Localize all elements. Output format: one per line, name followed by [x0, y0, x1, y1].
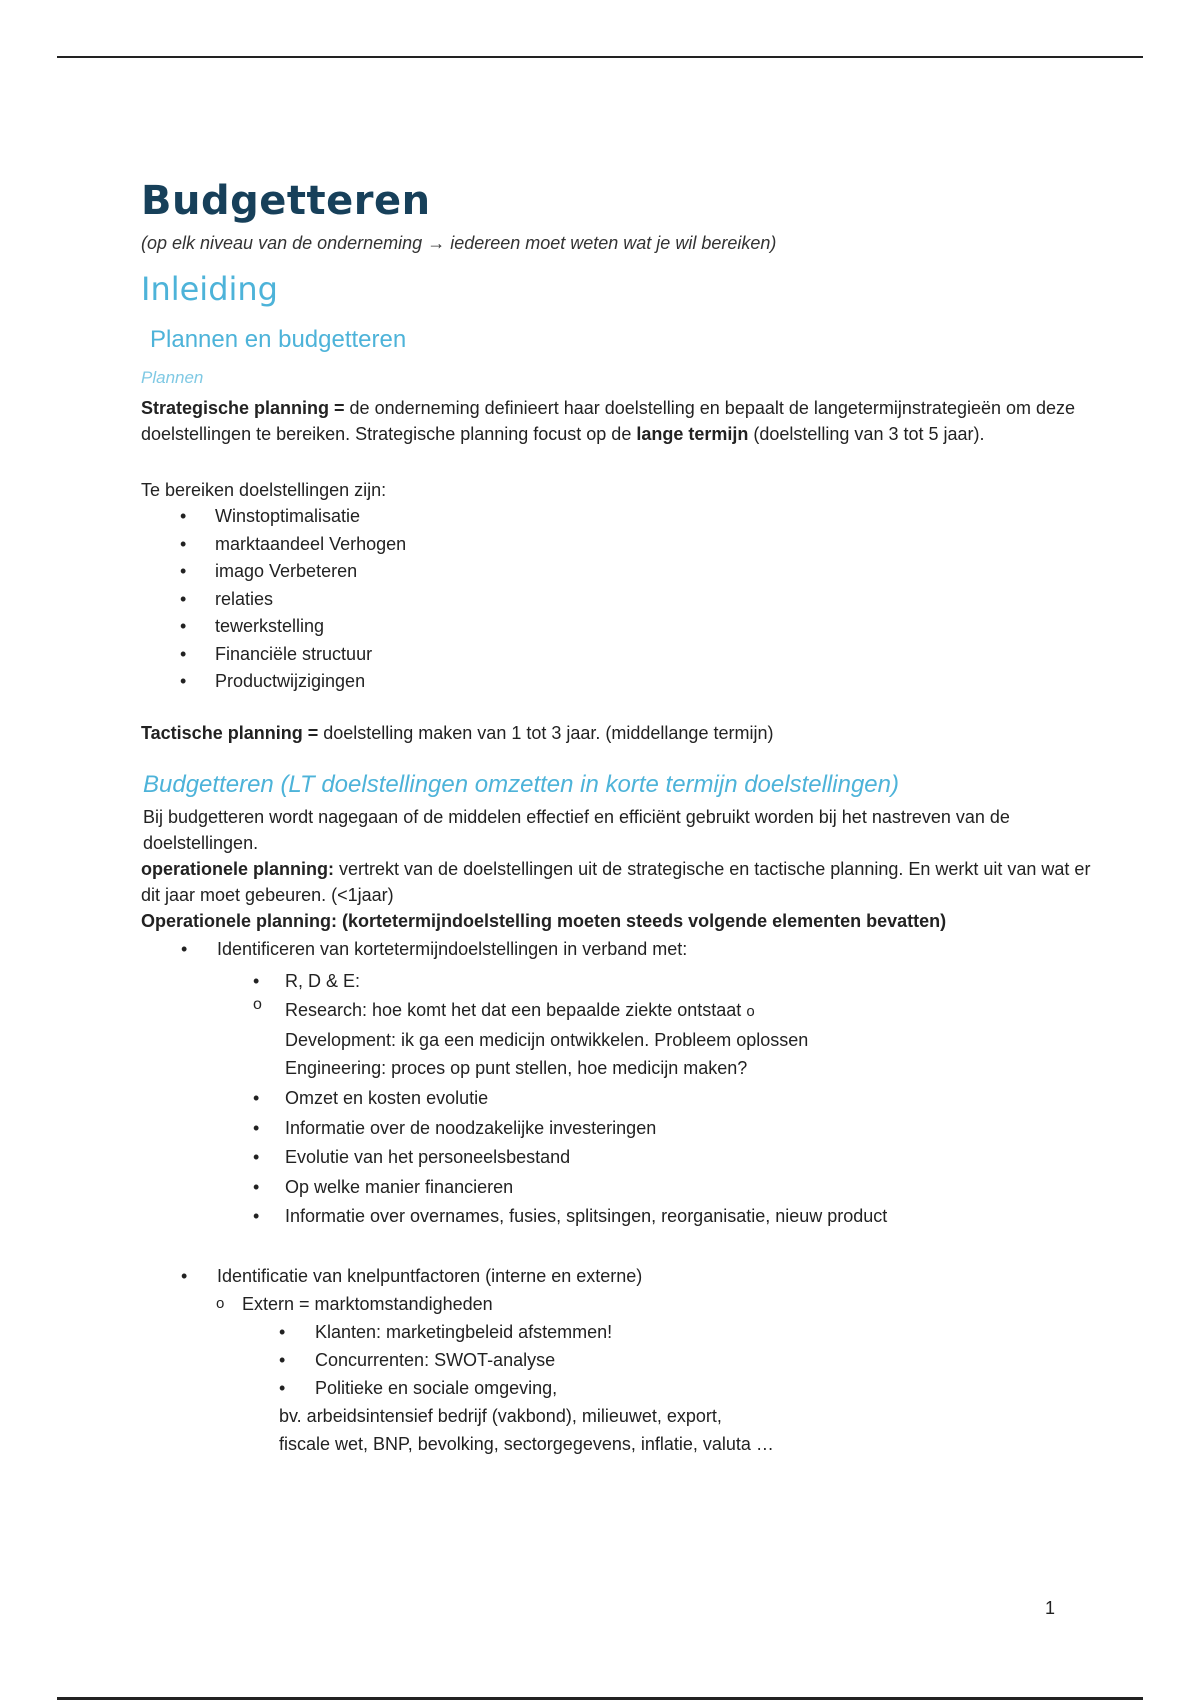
tactical-planning-label: Tactische planning = — [141, 722, 319, 743]
circle-bullet-icon: o — [746, 1003, 755, 1020]
extern-continuation-1: bv. arbeidsintensief bedrijf (vakbond), milieuwet, export, — [279, 1405, 722, 1426]
rde-engineering: Engineering: proces op punt stellen, hoe medicijn maken? — [285, 1058, 748, 1078]
list-item-extern: o Extern = marktomstandigheden — [141, 1290, 1091, 1318]
list-item: • Financiële structuur — [141, 641, 1091, 669]
goals-intro: Te bereiken doelstellingen zijn: — [141, 480, 387, 500]
document-body — [141, 175, 1091, 1458]
list-item: • Klanten: marketingbeleid afstemmen! — [141, 1318, 1091, 1346]
strategic-planning-label: Strategische planning = — [141, 398, 345, 418]
list-item: • Politieke en sociale omgeving, — [141, 1374, 1091, 1402]
operational-list — [141, 936, 1091, 963]
list-item: • Concurrenten: SWOT-analyse — [141, 1346, 1091, 1374]
list-item: • Informatie over overnames, fusies, splitsingen, reorganisatie, nieuw product — [141, 1202, 1091, 1232]
list-item-rde: • R, D & E: — [141, 967, 1091, 997]
list-item: • imago Verbeteren — [141, 558, 1091, 586]
circle-bullet-icon: o — [253, 996, 262, 1013]
operational-planning-paragraph — [141, 856, 1091, 908]
list-item-identificeren: • Identificeren van kortetermijndoelstellingen in verband met: — [141, 936, 1091, 963]
list-item: • Productwijzigingen — [141, 668, 1091, 696]
list-item: • Informatie over de noodzakelijke investeringen — [141, 1114, 1091, 1144]
goals-list — [141, 503, 1091, 696]
operational-planning-heading — [141, 908, 1091, 934]
header-rule — [57, 56, 1143, 58]
list-item: • Omzet en kosten evolutie — [141, 1084, 1091, 1114]
list-item: • Winstoptimalisatie — [141, 503, 1091, 531]
spacer — [141, 447, 1091, 473]
budget-paragraph: Bij budgetteren wordt nagegaan of de middelen effectief en efficiënt gebruikt worden bij het nastreven van de doelstellingen. — [143, 806, 1010, 853]
strategic-planning-paragraph — [141, 395, 1091, 447]
tactical-planning-paragraph — [141, 720, 1091, 746]
list-item: • tewerkstelling — [141, 613, 1091, 641]
operational-planning-bold: Operationele planning: (kortetermijndoelstelling moeten steeds volgende elementen bevatten) — [141, 910, 947, 931]
extern-continuation-2: fiscale wet, BNP, bevolking, sectorgegevens, inflatie, valuta … — [279, 1433, 774, 1454]
strategic-planning-bold: lange termijn — [636, 424, 749, 444]
rde-development: Development: ik ga een medicijn ontwikkelen. Probleem oplossen — [285, 1030, 809, 1050]
heading-inleiding: Inleiding — [141, 270, 278, 308]
tactical-planning-text: doelstelling maken van 1 tot 3 jaar. (middellange termijn) — [318, 722, 774, 743]
page-number: 1 — [1045, 1598, 1056, 1618]
heading-budgetteren: Budgetteren (LT doelstellingen omzetten in korte termijn doelstellingen) — [143, 770, 899, 798]
list-item: • relaties — [141, 586, 1091, 614]
operational-planning-label: operationele planning: — [141, 858, 335, 879]
list-item: • marktaandeel Verhogen — [141, 531, 1091, 559]
rde-research: Research: hoe komt het dat een bepaalde ziekte ontstaat o — [285, 1000, 755, 1020]
heading-plannen-budgetteren: Plannen en budgetteren — [150, 326, 407, 353]
list-item: • Op welke manier financieren — [141, 1173, 1091, 1203]
heading-plannen: Plannen — [141, 368, 204, 387]
operational-planning-text: vertrekt van de doelstellingen uit de strategische en tactische planning. En werkt uit van wat er dit jaar moet gebeuren. (<1jaar) — [141, 858, 1091, 905]
rde-list — [141, 967, 1091, 997]
subtitle: (op elk niveau van de onderneming → iedereen moet weten wat je wil bereiken) — [141, 233, 777, 253]
rde-sublist — [141, 996, 1091, 1082]
page-title: Budgetteren — [141, 178, 431, 224]
strategic-planning-text: de onderneming definieert haar doelstelling en bepaalt de langetermijnstrategieën om deze doelstellingen te bereiken. Strategische planning focust op de — [141, 398, 1076, 444]
strategic-planning-text-end: (doelstelling van 3 tot 5 jaar). — [748, 424, 985, 444]
list-item-knelpunt: • Identificatie van knelpuntfactoren (interne en externe) — [141, 1262, 1091, 1290]
extern-list — [141, 1318, 1091, 1402]
list-item: • Evolutie van het personeelsbestand — [141, 1143, 1091, 1173]
operational-sub-list — [141, 1084, 1091, 1232]
